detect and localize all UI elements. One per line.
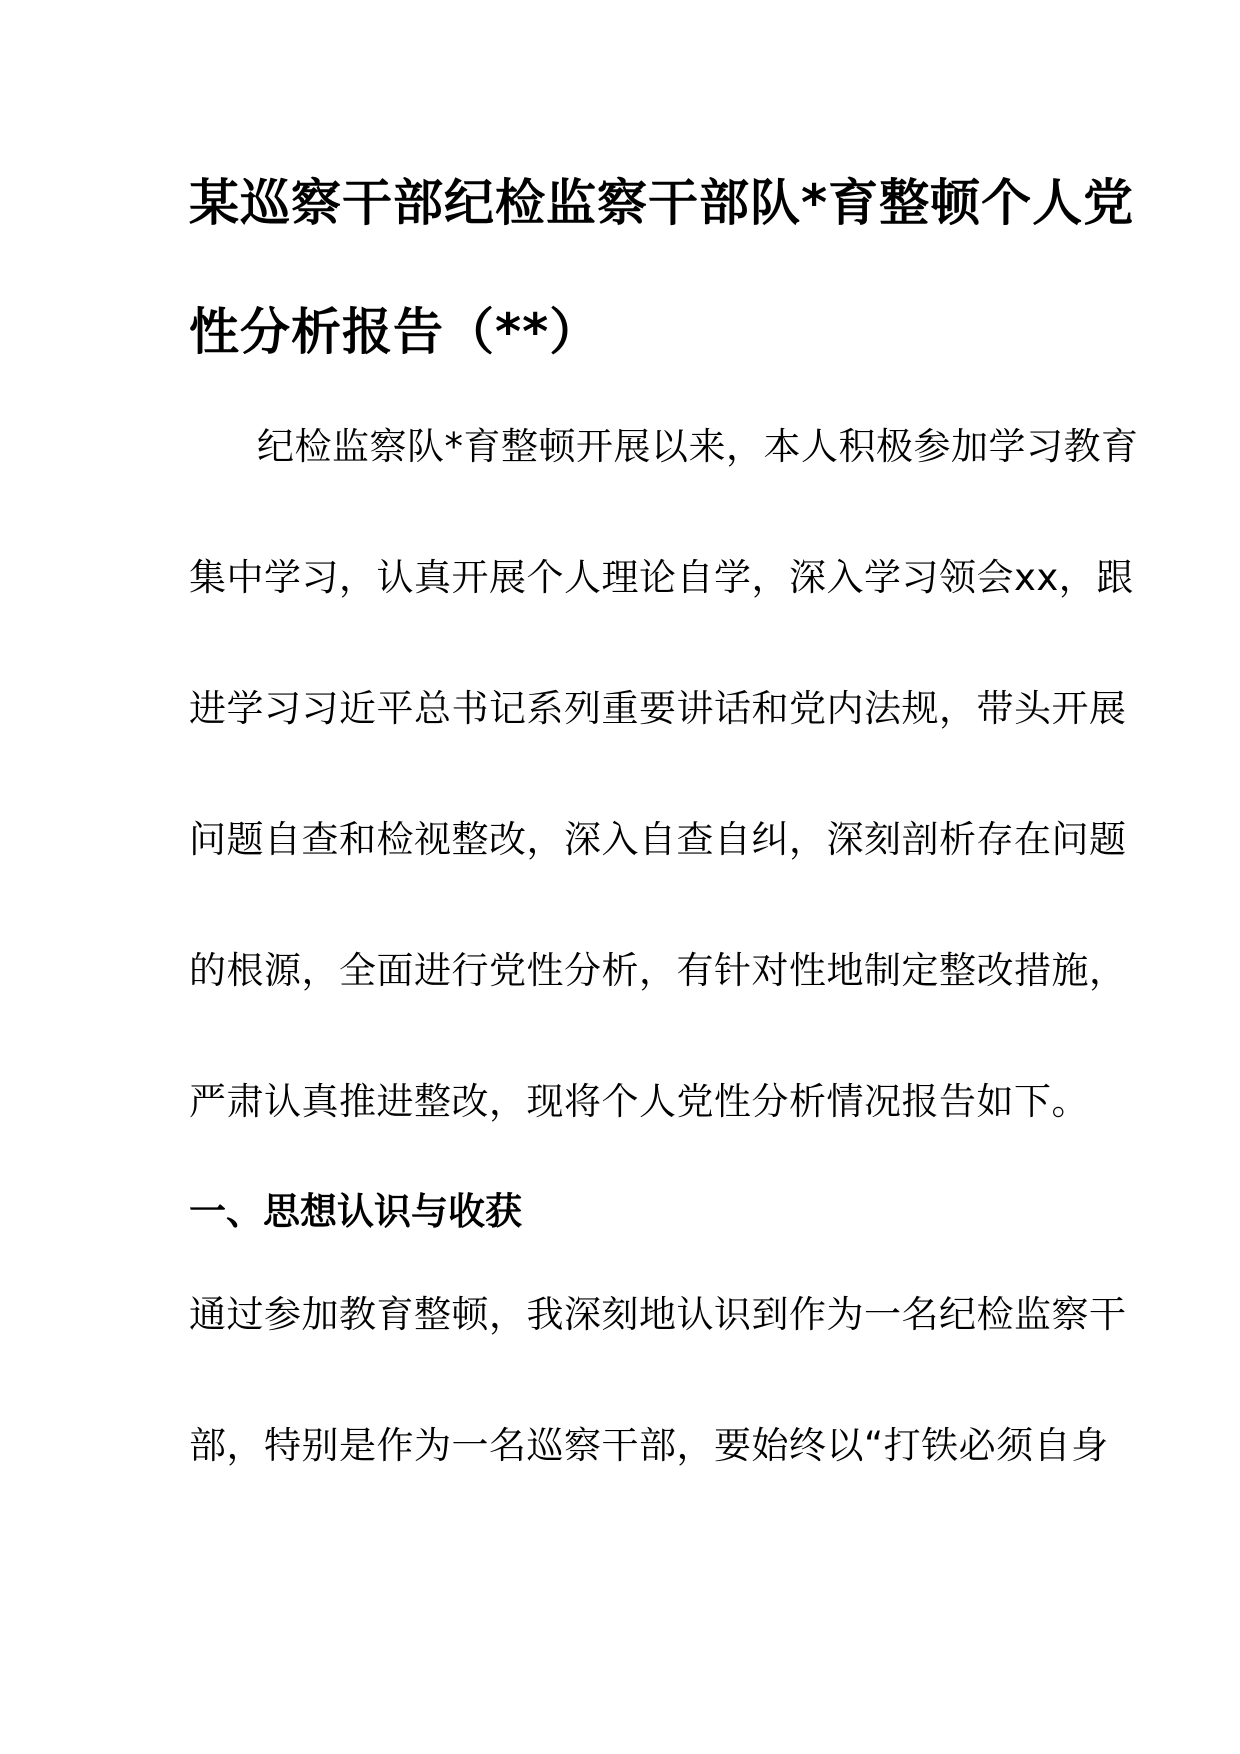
intro-line-6: 严肃认真推进整改，现将个人党性分析情况报告如下。	[189, 1080, 1089, 1123]
section-line-2: 部，特别是作为一名巡察干部，要始终以“打铁必须自身	[189, 1424, 1109, 1467]
section-line-1: 通过参加教育整顿，我深刻地认识到作为一名纪检监察干	[189, 1293, 1127, 1336]
intro-line-3: 进学习习近平总书记系列重要讲话和党内法规，带头开展	[189, 687, 1127, 730]
section-heading: 一、思想认识与收获	[189, 1190, 522, 1233]
title-line-2: 性分析报告（**）	[189, 303, 601, 361]
intro-line-2: 集中学习，认真开展个人理论自学，深入学习领会xx，跟	[189, 556, 1134, 599]
title-line-1: 某巡察干部纪检监察干部队*育整顿个人党	[189, 174, 1135, 232]
intro-line-4: 问题自查和检视整改，深入自查自纠，深刻剖析存在问题	[189, 818, 1127, 861]
intro-line-5: 的根源，全面进行党性分析，有针对性地制定整改措施，	[189, 949, 1127, 992]
intro-line-1: 纪检监察队*育整顿开展以来，本人积极参加学习教育	[257, 425, 1139, 468]
